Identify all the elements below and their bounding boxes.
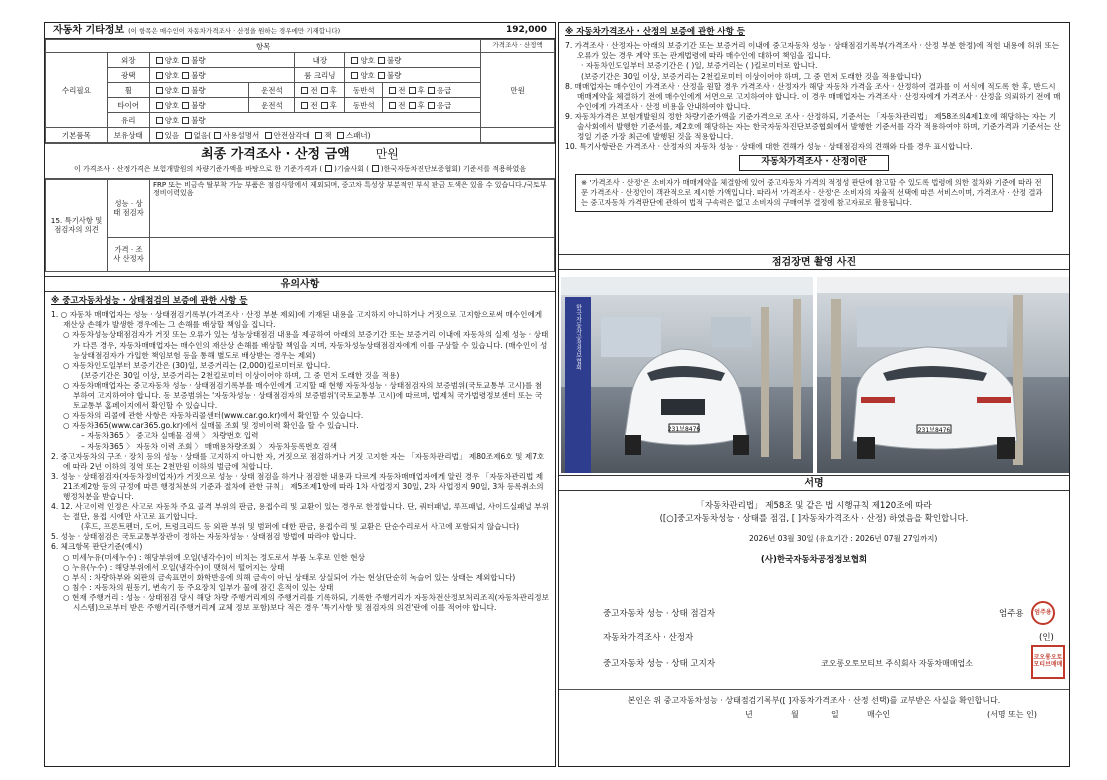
repair-label: 수리필요: [46, 53, 108, 128]
inspection-photo-rear: [817, 277, 1069, 473]
warranty-line: 9. 자동차가격은 보험개발원의 정한 차량기준가액을 기준가격으로 조사 · 산정하되, 기준서는 「자동차관리법」 제58조의4제1호에 해당하는 자는 기술사회에서 발행한 기준서를, 제2호에 해당하는 자는 한국자동차진단보증협회에서 발행한 기준서를 각각 적용하여야 하며, 기준가격과 기준서는 산정일 기준 가장 최근에 발행된 것을 적용합니다.: [565, 111, 1061, 142]
caution-line: ○ 누유(누수) : 해당부위에서 오일(냉각수)이 맺혀서 떨어지는 상태: [63, 562, 285, 572]
checkbox[interactable]: [156, 72, 163, 79]
caution-title: ※ 중고자동차성능 · 상태점검의 보증에 관한 사항 등: [51, 296, 248, 306]
notifier-label: 중고자동차 성능 · 상태 고지자: [603, 659, 716, 669]
caution-header: 유의사항: [45, 276, 555, 292]
caution-notes: [45, 292, 555, 613]
opt-none: 없음: [193, 130, 209, 140]
special-label: 15. 특기사항 및 점검자의 의견: [46, 180, 108, 272]
other-info-price: 192,000: [506, 25, 547, 36]
checkbox[interactable]: [156, 132, 163, 139]
opt-front: 전: [310, 85, 318, 95]
checkbox[interactable]: [378, 57, 385, 64]
opt-rear: 후: [417, 100, 425, 110]
inspection-photo-front: [561, 277, 813, 473]
caution-line: ○ 자동차365(www.car365.go.kr)에서 실매물 조회 및 정비이력 확인을 할 수 있습니다.: [63, 421, 359, 431]
caution-line: ○ 자동차매매업자는 중고자동차 성능 · 상태점검기록부를 매수인에게 고지할 때 현행 자동차성능 · 상태점검자의 보증범위(국토교통부 고시)를 첨부하여 고지하여야 합니다. 동 보증범위는 '자동차성능 · 상태점검자의 보증범위'(국토교통부 고시)에 따르며, 법제처 국가법령정보센터 또는 국토교통부 홈페이지에서 확인할 수 있습니다.: [63, 380, 543, 411]
inspector-opinion-text: FRP 또는 비금속 탈부착 가능 부품은 점검사항에서 제외되며, 중고차 특성상 부분적인 부식 판금 도색은 있을 수 있습니다./국토부정비이력있음: [150, 180, 555, 238]
sign-month: 월: [791, 710, 799, 719]
caution-line: ○ 부식 : 차량하부와 외판의 금속표면이 화학반응에 의해 금속이 아닌 상태로 상실되어 가는 현상(단순히 녹슬어 있는 상태는 제외합니다): [63, 572, 516, 582]
left-column: [44, 22, 556, 767]
col-item-header: 항목: [46, 40, 481, 53]
opt-manual: 사용설명서: [223, 130, 260, 140]
opt-bad: 불량: [191, 100, 206, 110]
sign-day: 일: [831, 710, 839, 719]
passenger-seat-label: 동반석: [345, 98, 383, 113]
buyer-label: 매수인: [867, 710, 891, 719]
opt-front: 전: [398, 85, 406, 95]
final-note-c: )한국자동차진단보증협회) 기준서를 적용하였음: [380, 165, 527, 173]
signature-header: 서명: [559, 475, 1069, 491]
basic-items-label: 기본품목: [46, 128, 108, 143]
final-note-b: )기술사회 (: [334, 165, 369, 173]
inspector-opinion-label: 성능 · 상태 점검자: [108, 180, 150, 238]
opt-bad: 불량: [386, 55, 402, 65]
row-room-cleaning: 룸 크리닝: [295, 68, 345, 83]
special-notes-table: [45, 179, 555, 272]
caution-line: 1. ○ 자동차 매매업자는 성능 · 상태점검기록부(가격조사 · 산정 부분 제외)에 기재된 내용을 고지하지 아니하거나 거짓으로 고지함으로써 매수인에게 재산상 손해가 발생한 경우에는 그 손해를 배상할 책임을 집니다.: [51, 310, 543, 330]
opt-good: 양호: [164, 100, 180, 110]
checkbox[interactable]: [182, 72, 189, 79]
final-unit: 만원: [375, 147, 399, 162]
warranty-line: (보증기간은 30일 이상, 보증거리는 2천킬로미터 이상이어야 하며, 그 중 먼저 도래한 것을 적용합니다): [581, 71, 922, 81]
other-info-table: 항목 가격조사 · 산정액 수리필요 외장 양호 불량 내장 양호 불량 만원 광택 양호 불량 룸 크리닝 양호 불량 휠 양호 불량 운전석 전 후 동반석 전 후 응급 타이어 양호 불량 운전석 전 후 동반석 전 후 응급 유리 양호 불량 기본품목 보유상태 있음 없음( 사용설명서 안전삼각대 잭 스패너): [45, 39, 555, 143]
opt-front: 전: [398, 100, 406, 110]
caution-line: ○ 미세누유(미세누수) : 해당부위에 오일(냉각수)이 비치는 정도로서 부품 노후로 인한 현상: [63, 552, 365, 562]
caution-line: 2. 중고자동차의 구조 · 장치 등의 성능 · 상태를 고지하지 아니한 자, 거짓으로 점검하거나 거짓 고지한 자는 「자동차관리법」 제80조제6호 및 제7호에 따라 2년 이하의 징역 또는 2천만원 이하의 벌금에 처합니다.: [51, 451, 545, 471]
sign-org: (사)한국자동차공정정보협회: [760, 555, 868, 566]
appraiser-seal: (인): [1039, 633, 1054, 643]
inspector-name: 엄주용: [999, 609, 1024, 619]
sign-line1: 「자동차관리법」 제58조 및 같은 법 시행규칙 제120조에 따라: [696, 501, 932, 511]
checkbox[interactable]: [321, 102, 328, 109]
caution-line: ○ 현재 주행거리 : 성능 · 상태점검 당시 해당 차량 주행거리계의 주행거리를 기록하되, 기록한 주행거리가 자동차전산정보처리조직(자동차관리정보시스템)으로부터 받은 주행거리(주행거리계 교체 정보 포함)보다 적은 경우 '특기사항 및 점검자의 의견'란에 이를 적어야 합니다.: [63, 592, 549, 613]
checkbox[interactable]: [389, 87, 396, 94]
checkbox[interactable]: [378, 72, 385, 79]
plate-rear: 231보8476: [917, 427, 951, 434]
opt-good: 양호: [164, 55, 180, 65]
checkbox[interactable]: [372, 165, 379, 172]
row-tire: 타이어: [107, 98, 149, 113]
other-info-header: [45, 23, 555, 39]
caution-line: 5. 성능 · 상태점검은 국토교통부장관이 정하는 자동차성능 · 상태점검 방법에 따라야 합니다.: [51, 532, 357, 542]
inspector-stamp: 엄주용: [1031, 601, 1055, 625]
sign-line2: ([○]중고자동차성능 · 상태를 점검, [ ]자동차가격조사 · 산정) 하였음을 확인합니다.: [659, 514, 969, 525]
opt-good: 양호: [360, 55, 375, 65]
sign-date: 2026년 03월 30일 (유효기간 : 2026년 07월 27일까지): [749, 534, 938, 544]
final-title: 최종 가격조사 · 산정 금액: [201, 146, 350, 162]
appraiser-label: 자동차가격조사 · 산정자: [603, 633, 694, 643]
row-glass: 유리: [107, 113, 149, 128]
checkbox[interactable]: [301, 87, 308, 94]
opt-spanner: 스패너: [345, 130, 368, 140]
warranty-line: 7. 가격조사 · 산정자는 아래의 보증기간 또는 보증거리 이내에 중고자동차 성능 · 상태점검기록부(가격조사 · 산정 부분 한정)에 적힌 내용에 허위 또는 오류가 있는 경우 계약 또는 관계법령에 따라 매수인에 대하여 책임을 집니다.: [565, 41, 1060, 61]
photos-header: 점검장면 촬영 사진: [559, 254, 1069, 270]
checkbox[interactable]: [214, 132, 221, 139]
caution-line: ○ 자동차인도일부터 보증기간은 (30)일, 보증거리는 (2,000)킬로미터로 합니다.: [63, 360, 331, 370]
warranty-line: 10. 특기사항란은 가격조사 · 산정자의 자동차 성능 · 상태에 대한 견해가 성능 · 상태점검자의 견해와 다를 경우 표시합니다.: [565, 142, 973, 152]
opt-bad: 불량: [386, 70, 402, 80]
caution-line: (보증기간은 30일 이상, 보증거리는 2천킬로미터 이상이어야 하며, 그 중 먼저 도래한 것을 적용): [81, 370, 400, 380]
opt-emergency: 응급: [436, 100, 452, 110]
caution-line: (후드, 프론트펜더, 도어, 트렁크리드 등 외판 부위 및 범퍼에 대한 판금, 용접수리 및 교환은 단순수리로서 사고에 포함되지 않습니다): [81, 522, 520, 532]
final-note: [45, 165, 555, 179]
driver-seat-label: 운전석: [249, 98, 295, 113]
checkbox[interactable]: [409, 87, 416, 94]
checkbox[interactable]: [428, 102, 435, 109]
checkbox[interactable]: [265, 132, 272, 139]
checkbox[interactable]: [389, 102, 396, 109]
row-wheel: 휠: [107, 83, 149, 98]
checkbox[interactable]: [156, 87, 163, 94]
buyer-line: 본인은 위 중고자동차성능 · 상태점검기록부([ ]자동차가격조사 · 산정 선택)를 교부받은 사실을 확인합니다.: [627, 696, 1001, 705]
checkbox[interactable]: [182, 57, 189, 64]
opt-emergency: 응급: [436, 85, 452, 95]
caution-line: 3. 성능 · 상태점검자(자동차정비업자)가 거짓으로 성능 · 상태 점검을 하거나 점검한 내용과 다르게 자동차매매업자에게 알린 경우 「자동차관리법 제21조제2항 등의 규정에 따른 행정처분의 기준과 절차에 관한 규칙」 제5조제1항에 따라 1차 사업정지 30일, 2차 사업정지 90일, 3차 등록취소의 행정처분을 받습니다.: [51, 471, 544, 501]
sign-year: 년: [745, 710, 753, 719]
opt-rear: 후: [329, 85, 337, 95]
opt-bad: 불량: [191, 55, 206, 65]
row-exterior: 외장: [107, 53, 149, 68]
checkbox[interactable]: [156, 117, 163, 124]
other-info-title: 자동차 기타정보: [53, 24, 125, 36]
notifier-name: 코오롱오토모티브 주식회사 자동차매매업소: [821, 659, 973, 668]
warranty-line: · 자동차인도일부터 보증기간은 ( )일, 보증거리는 ( )킬로미터로 합니다.: [581, 61, 818, 71]
checkbox[interactable]: [351, 57, 358, 64]
status-label: 보유상태: [107, 128, 149, 143]
signature-section: [559, 491, 1069, 719]
opt-jack: 잭: [324, 130, 332, 140]
inspector-label: 중고자동차 성능 · 상태 점검자: [603, 609, 716, 619]
passenger-seat-label: 동반석: [345, 83, 383, 98]
dealer-stamp: 코오롱오토 모티브매매: [1031, 645, 1065, 679]
opt-good: 양호: [164, 70, 180, 80]
appraisal-definition-badge: 자동차가격조사 · 산정이란: [739, 155, 889, 171]
checkbox[interactable]: [301, 102, 308, 109]
photo-front-illustration: [561, 277, 813, 473]
final-note-a: 이 가격조사 · 산정가격은 보험개발원의 차량기준가액을 바탕으로 한 기준가격과 (: [73, 165, 323, 173]
wall-text: 한국자동차공정정보협회: [574, 304, 582, 370]
checkbox[interactable]: [182, 117, 189, 124]
checkbox[interactable]: [156, 57, 163, 64]
caution-line: – 자동차365 〉 자동차 이력 조회 〉 매매용차량조회 〉 자동차등록번호 검색: [81, 441, 337, 451]
checkbox[interactable]: [156, 102, 163, 109]
buyer-sign: (서명 또는 인): [987, 710, 1037, 719]
checkbox[interactable]: [351, 72, 358, 79]
opt-rear: 후: [329, 100, 337, 110]
photo-rear-illustration: [817, 277, 1069, 473]
checkbox[interactable]: [182, 87, 189, 94]
opt-rear: 후: [417, 85, 425, 95]
opt-good: 양호: [164, 85, 180, 95]
driver-seat-label: 운전석: [249, 83, 295, 98]
plate-front: 231보8476: [667, 426, 701, 433]
caution-line: ○ 자동차의 리콜에 관한 사항은 자동차리콜센터(www.car.go.kr)에서 확인할 수 있습니다.: [63, 411, 364, 421]
checkbox[interactable]: [182, 102, 189, 109]
caution-line: 4. 12. 사고이력 인정은 사고로 자동차 주요 골격 부위의 판금, 용접수리 및 교환이 있는 경우로 한정합니다. 단, 쿼터패널, 루프패널, 사이드실패널 부위는 절단, 용접 시에만 사고로 표기합니다.: [51, 502, 549, 522]
checkbox[interactable]: [337, 132, 344, 139]
row-interior: 내장: [295, 53, 345, 68]
checkbox[interactable]: [428, 87, 435, 94]
caution-line: ○ 자동차성능상태점검자가 거짓 또는 오류가 있는 성능상태점검 내용을 제공하여 아래의 보증기간 또는 보증거리 이내에 자동차의 실제 성능 · 상태가 다른 경우, 자동차매매업자는 매수인의 재산상 손해를 배상할 책임을 지며, 자동차성능상태점검자에게 이를 구상할 수 있습니다. (매수인이 성능상태점검자가 가입한 책임보험 등을 통해 별도로 배상받는 경우는 제외): [63, 330, 549, 360]
final-amount: [45, 143, 555, 165]
warranty-line: 8. 매매업자는 매수인이 가격조사 · 산정을 원할 경우 가격조사 · 산정자가 해당 자동차 가격을 조사 · 산정하여 결과를 이 서식에 적도록 한 후, 반드시 매매계약을 체결하기 전에 매수인에게 서면으로 고지하여야 합니다. 이 경우 매매업자는 가격조사 · 산정자에게 가격조사 · 산정을 의뢰하기 전에 매수인에게 가격조사 · 산정 비용을 안내하여야 합니다.: [565, 81, 1061, 111]
appraisal-warranty-title: ※ 자동차가격조사 · 산정의 보증에 관한 사항 등: [565, 27, 746, 37]
caution-line: – 자동차365 〉 중고차 실매물 검색 〉 차량번호 입력: [81, 431, 259, 441]
opt-bad: 불량: [191, 115, 206, 125]
opt-bad: 불량: [191, 85, 206, 95]
appraisal-definition: ※ '가격조사 · 산정'은 소비자가 매매계약을 체결함에 있어 중고자동차 가격의 적정성 판단에 참고할 수 있도록 법령에 의한 절차와 기준에 따라 전문 가격조사 · 산정인이 객관적으로 제시한 가액입니다. 따라서 '가격조사 · 산정'은 소비자의 자율적 선택에 따른 서비스이며, 가격조사 · 산정 결과는 중고자동차 가격판단에 관하여 법적 구속력은 없고 소비자의 구매여부 결정에 참고자료로 활용됩니다.: [575, 174, 1053, 212]
checkbox[interactable]: [321, 87, 328, 94]
appraiser-opinion-label: 가격 · 조사 산정자: [108, 238, 150, 272]
appraisal-warranty: [559, 23, 1069, 212]
opt-good: 양호: [164, 115, 180, 125]
checkbox[interactable]: [409, 102, 416, 109]
caution-line: 6. 체크항목 판단기준(예시): [51, 542, 143, 552]
opt-good: 양호: [360, 70, 375, 80]
opt-triangle: 안전삼각대: [273, 130, 310, 140]
row-gloss: 광택: [107, 68, 149, 83]
won-unit: 만원: [481, 53, 555, 128]
col-price-header: 가격조사 · 산정액: [481, 40, 555, 53]
opt-has: 있음: [164, 130, 180, 140]
opt-front: 전: [310, 100, 318, 110]
opt-bad: 불량: [191, 70, 206, 80]
caution-line: ○ 침수 : 자동차의 원동기, 변속기 등 주요장치 일부가 물에 잠긴 흔적이 있는 상태: [63, 582, 334, 592]
checkbox[interactable]: [315, 132, 322, 139]
other-info-subtitle: (이 항목은 매수인이 자동차가격조사 · 산정을 원하는 경우에만 기재합니다): [128, 26, 341, 35]
right-column: [558, 22, 1070, 767]
checkbox[interactable]: [185, 132, 192, 139]
checkbox[interactable]: [325, 165, 332, 172]
